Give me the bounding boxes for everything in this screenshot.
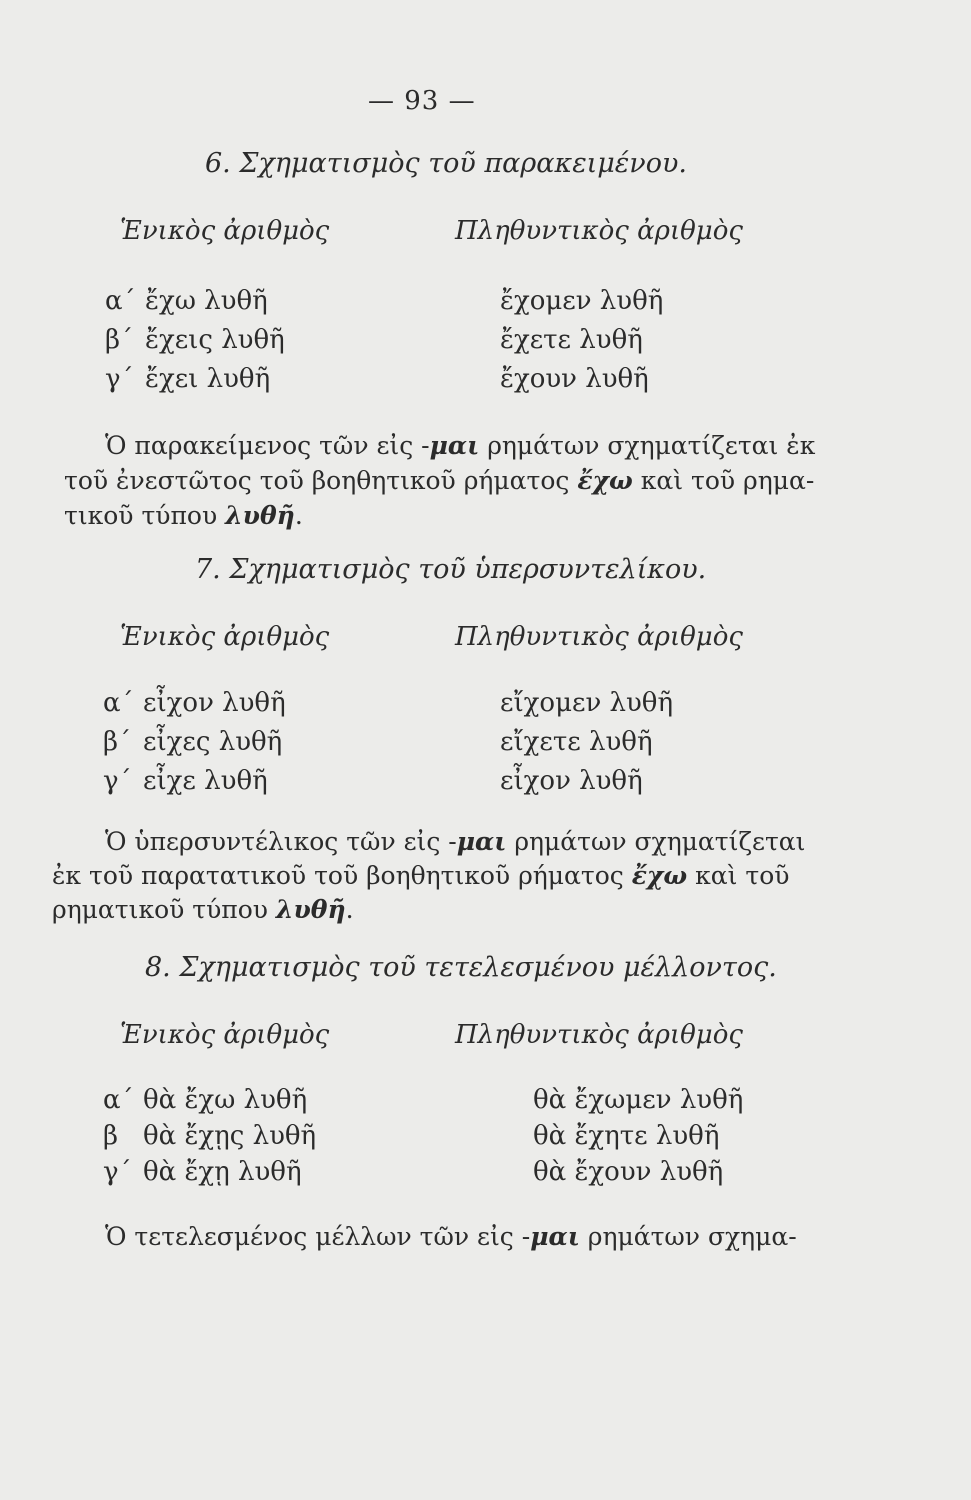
section-7-plural-cell: εἴχομεν λυθῆ — [500, 688, 674, 718]
page-number: — 93 — — [368, 86, 476, 116]
section-6-singular-header: Ἑνικὸς ἀριθμὸς — [120, 216, 330, 246]
section-7-note-line: ἐκ τοῦ παρατατικοῦ τοῦ βοηθητικοῦ ρήματος ἔχω καὶ τοῦ — [52, 861, 790, 890]
section-6-note-line: Ὁ παρακείμενος τῶν εἰς -μαι ρημάτων σχηματίζεται ἐκ — [105, 431, 816, 460]
section-6-plural-cell: ἔχετε λυθῆ — [500, 325, 643, 355]
section-8-plural-cell: θὰ ἔχητε λυθῆ — [533, 1121, 720, 1151]
section-7-note-line: ρηματικοῦ τύπου λυθῆ. — [52, 895, 354, 924]
section-7-plural-cell: εἴχετε λυθῆ — [500, 727, 653, 757]
section-7-row: β´ εἶχες λυθῆ — [103, 727, 283, 757]
section-7-plural-header: Πληθυντικὸς ἀριθμὸς — [455, 622, 743, 652]
section-6-row: γ´ ἔχει λυθῆ — [105, 364, 271, 394]
section-7-singular-header: Ἑνικὸς ἀριθμὸς — [120, 622, 330, 652]
section-7-row: α´ εἶχον λυθῆ — [103, 688, 286, 718]
section-8-row: β θὰ ἔχῃς λυθῆ — [103, 1121, 317, 1151]
section-6-row: β´ ἔχεις λυθῆ — [105, 325, 285, 355]
section-7-title: 7. Σχηματισμὸς τοῦ ὑπερσυντελίκου. — [195, 554, 707, 585]
section-8-note-line: Ὁ τετελεσμένος μέλλων τῶν εἰς -μαι ρημάτων σχημα- — [105, 1222, 797, 1251]
section-8-row: γ´ θὰ ἔχῃ λυθῆ — [103, 1157, 302, 1187]
section-8-plural-cell: θὰ ἔχουν λυθῆ — [533, 1157, 724, 1187]
section-7-row: γ´ εἶχε λυθῆ — [103, 766, 268, 796]
section-7-note-line: Ὁ ὑπερσυντέλικος τῶν εἰς -μαι ρημάτων σχηματίζεται — [105, 827, 806, 856]
section-6-plural-header: Πληθυντικὸς ἀριθμὸς — [455, 216, 743, 246]
section-6-plural-cell: ἔχουν λυθῆ — [500, 364, 649, 394]
section-6-row: α´ ἔχω λυθῆ — [105, 286, 268, 316]
section-6-title: 6. Σχηματισμὸς τοῦ παρακειμένου. — [205, 148, 687, 179]
section-8-singular-header: Ἑνικὸς ἀριθμὸς — [120, 1020, 330, 1050]
section-8-title: 8. Σχηματισμὸς τοῦ τετελεσμένου μέλλοντος. — [145, 952, 777, 983]
section-8-plural-header: Πληθυντικὸς ἀριθμὸς — [455, 1020, 743, 1050]
section-8-row: α´ θὰ ἔχω λυθῆ — [103, 1085, 308, 1115]
section-6-note-line: τικοῦ τύπου λυθῆ. — [64, 501, 303, 530]
section-8-plural-cell: θὰ ἔχωμεν λυθῆ — [533, 1085, 744, 1115]
section-6-note-line: τοῦ ἐνεστῶτος τοῦ βοηθητικοῦ ρήματος ἔχω καὶ τοῦ ρημα- — [64, 466, 815, 495]
section-6-plural-cell: ἔχομεν λυθῆ — [500, 286, 664, 316]
section-7-plural-cell: εἶχον λυθῆ — [500, 766, 643, 796]
